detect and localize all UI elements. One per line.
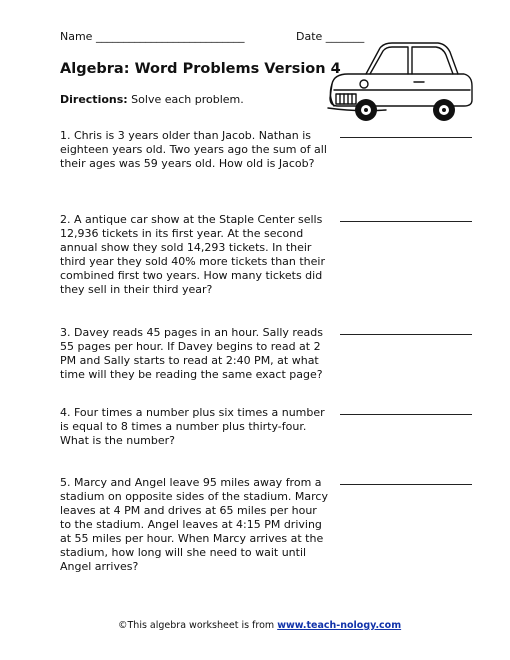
answer-line-3[interactable] — [340, 334, 472, 335]
problem-5: 5. Marcy and Angel leave 95 miles away from a stadium on opposite sides of the stadium. Marcy leaves at 4 PM and drives at 65 miles per hour to the stadium. Angel leaves at 4:15 PM driving at 55 miles per hour. When Marcy arrives at the stadium, how long will she need to wait until Angel arrives? — [60, 476, 328, 573]
answer-line-2[interactable] — [340, 221, 472, 222]
date-blank[interactable]: _______ — [325, 30, 365, 43]
problem-1: 1. Chris is 3 years older than Jacob. Nathan is eighteen years old. Two years ago the sum of all their ages was 59 years old. How old is Jacob? — [60, 129, 327, 170]
directions — [60, 93, 244, 106]
footer-text: ©This algebra worksheet is from — [118, 620, 278, 631]
answer-line-4[interactable] — [340, 414, 472, 415]
name-label: Name — [60, 30, 93, 43]
directions-text: Solve each problem. — [131, 93, 244, 106]
vintage-car-icon — [326, 34, 474, 130]
answer-line-5[interactable] — [340, 484, 472, 485]
footer — [118, 620, 401, 631]
problem-2: 2. A antique car show at the Staple Center sells 12,936 tickets in its first year. At the second annual show they sold 14,293 tickets. In their third year they sold 40% more tickets than their combined first two years. How many tickets did they sell in their third year? — [60, 213, 326, 296]
name-field — [60, 30, 244, 43]
page-title: Algebra: Word Problems Version 4 — [60, 61, 341, 77]
answer-line-1[interactable] — [340, 137, 472, 138]
problem-3: 3. Davey reads 45 pages in an hour. Sally reads 55 pages per hour. If Davey begins to read at 2 PM and Sally starts to read at 2:40 PM, at what time will they be reading the same exact page? — [60, 326, 323, 381]
directions-label: Directions: — [60, 93, 128, 106]
problem-4: 4. Four times a number plus six times a number is equal to 8 times a number plus thirty-four. What is the number? — [60, 406, 325, 447]
footer-link[interactable]: www.teach-nology.com — [277, 620, 402, 631]
name-blank[interactable]: ___________________________ — [95, 30, 245, 43]
date-label: Date — [296, 30, 323, 43]
car-illustration — [326, 34, 474, 134]
